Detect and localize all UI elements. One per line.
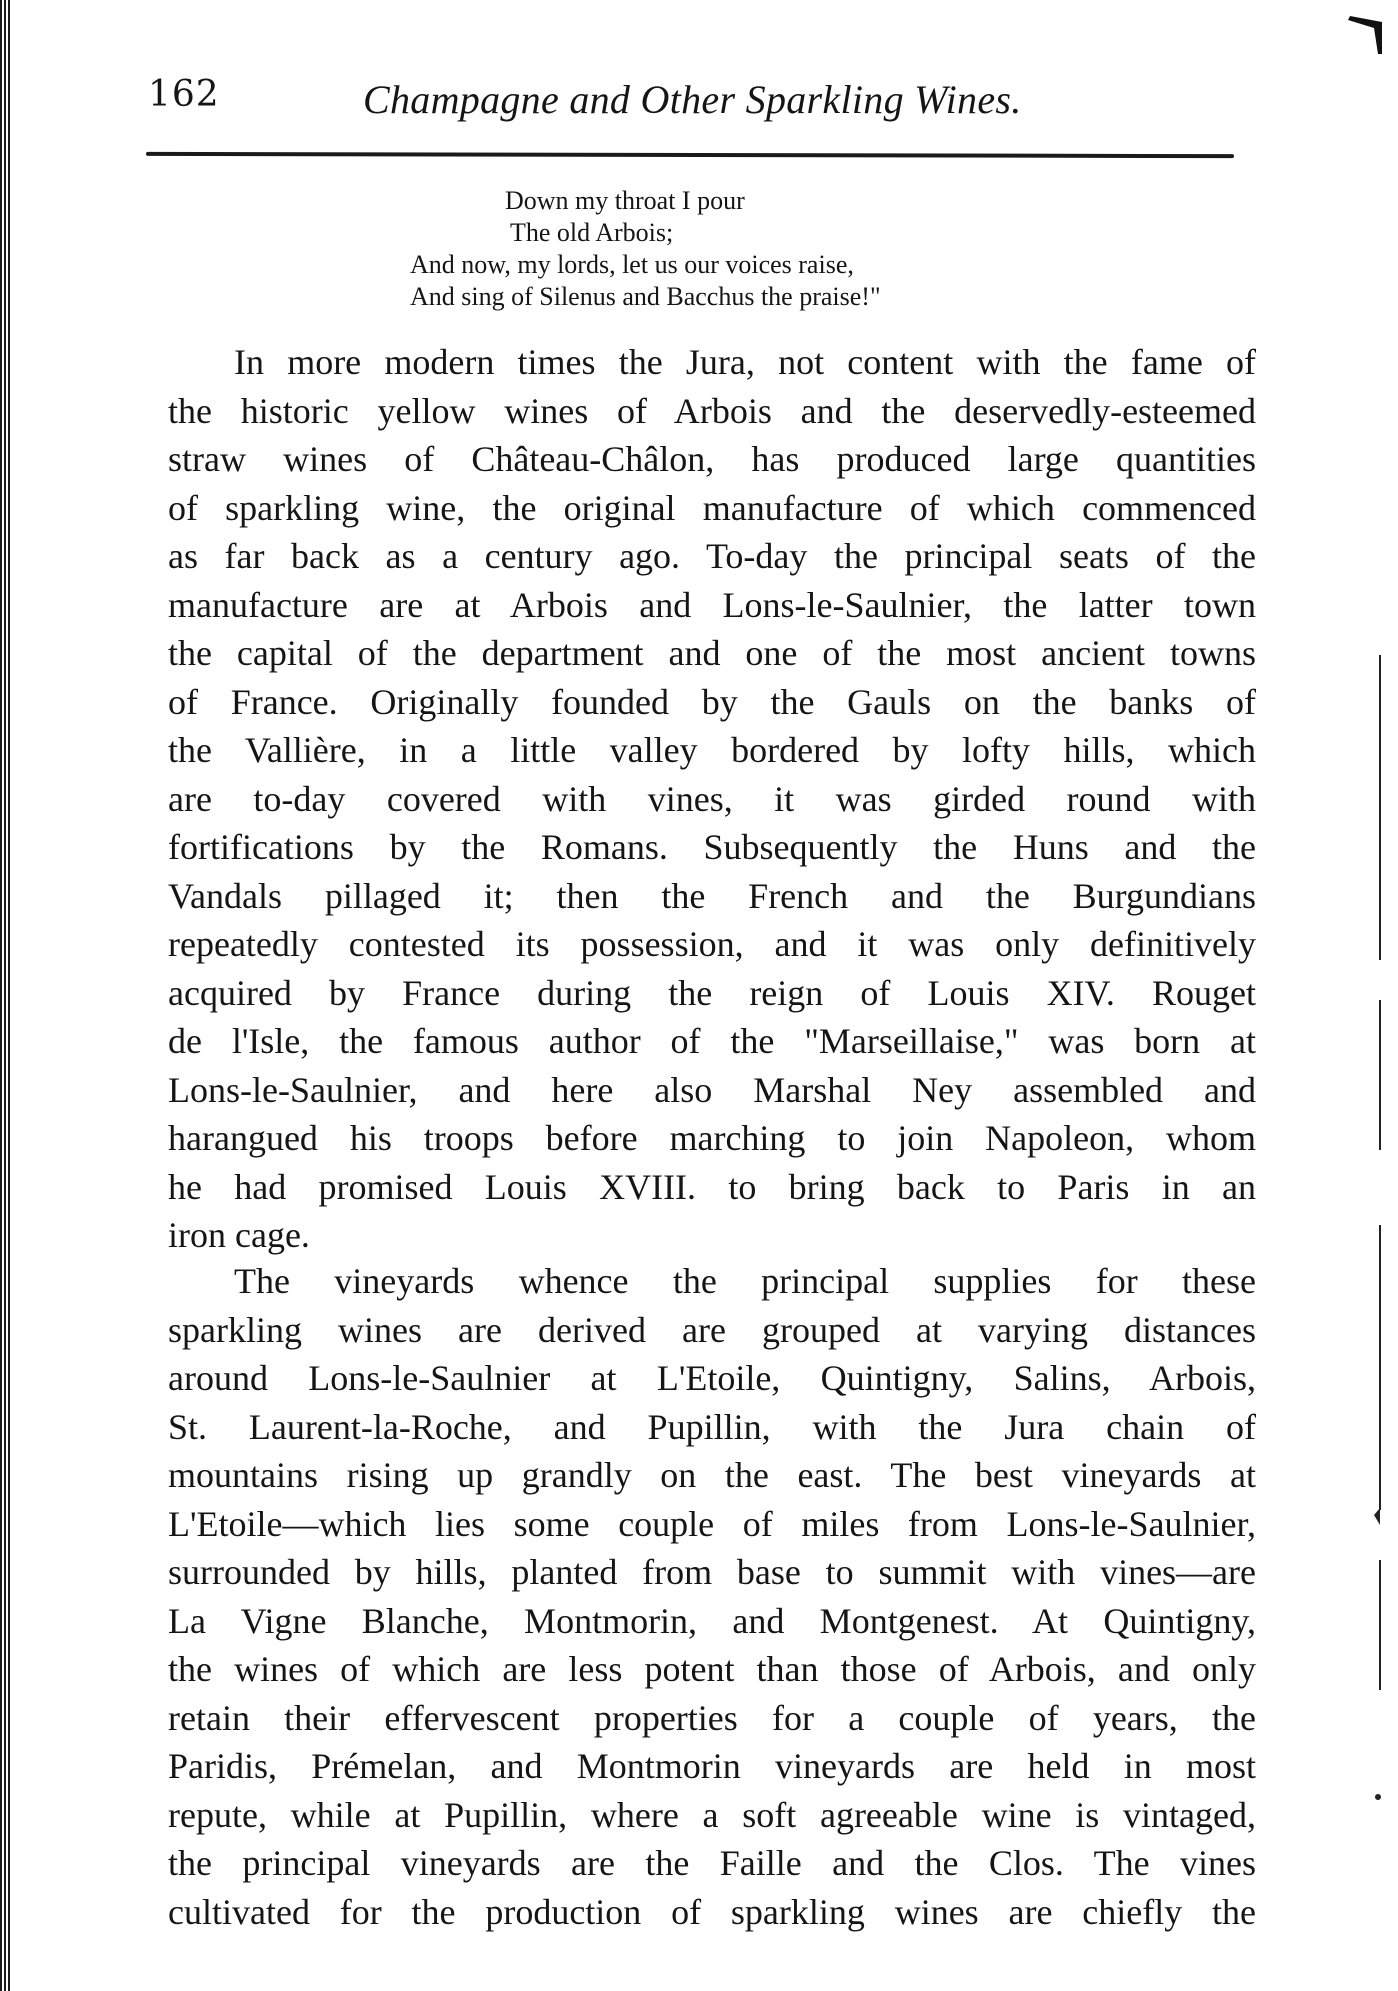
text-line: the wines of which are less potent than those of Arbois, and only [168, 1649, 1256, 1689]
text-line: sparkling wines are derived are grouped at varying distances [168, 1309, 1256, 1350]
text-line: L'Etoile—which lies some couple of miles from Lons-le-Saulnier, [168, 1503, 1256, 1544]
text-line: In more modern times the Jura, not content with the fame of [234, 342, 1256, 382]
text-line: Lons-le-Saulnier, and here also Marshal Ney assembled and [168, 1069, 1256, 1110]
text-line: surrounded by hills, planted from base to summit with vines—are [168, 1552, 1256, 1592]
text-line: cultivated for the production of sparkling wines are chiefly the [168, 1891, 1256, 1932]
page-binding-edge [0, 0, 12, 1991]
text-line: The vineyards whence the principal supplies for these [234, 1261, 1256, 1301]
text-line: straw wines of Château-Châlon, has produced large quantities [168, 439, 1256, 479]
text-line: mountains rising up grandly on the east. The best vineyards at [168, 1455, 1256, 1495]
text-line: de l'Isle, the famous author of the "Marseillaise," was born at [168, 1021, 1256, 1061]
page-number: 162 [148, 74, 220, 115]
text-line: are to-day covered with vines, it was girded round with [168, 778, 1256, 819]
text-line: he had promised Louis XVIII. to bring back to Paris in an [168, 1166, 1256, 1207]
verse-line: And sing of Silenus and Bacchus the praise!" [410, 282, 881, 311]
verse-line: And now, my lords, let us our voices raise, [410, 250, 854, 279]
running-title: Champagne and Other Sparkling Wines. [363, 77, 1022, 122]
text-line: the capital of the department and one of the most ancient towns [168, 633, 1256, 673]
margin-scan-marks [1358, 0, 1398, 1991]
text-line: iron cage. [168, 1215, 310, 1255]
text-line: as far back as a century ago. To-day the principal seats of the [168, 536, 1256, 576]
header-rule [146, 152, 1234, 158]
text-line: St. Laurent-la-Roche, and Pupillin, with the Jura chain of [168, 1406, 1256, 1447]
verse-quotation [410, 185, 881, 313]
text-line: the historic yellow wines of Arbois and the deservedly-esteemed [168, 390, 1256, 431]
text-line: of sparkling wine, the original manufacture of which commenced [168, 487, 1256, 528]
text-line: Vandals pillaged it; then the French and the Burgundians [168, 875, 1256, 916]
paragraph-jura-history [168, 338, 1256, 1260]
paragraph-vineyards [168, 1257, 1256, 1936]
text-line: manufacture are at Arbois and Lons-le-Saulnier, the latter town [168, 584, 1256, 625]
running-header [148, 70, 1248, 130]
text-line: La Vigne Blanche, Montmorin, and Montgenest. At Quintigny, [168, 1600, 1256, 1641]
text-line: harangued his troops before marching to join Napoleon, whom [168, 1118, 1256, 1158]
text-line: repute, while at Pupillin, where a soft agreeable wine is vintaged, [168, 1794, 1256, 1835]
text-line: the Vallière, in a little valley bordered by lofty hills, which [168, 730, 1256, 770]
text-line: fortifications by the Romans. Subsequently the Huns and the [168, 827, 1256, 867]
text-line: repeatedly contested its possession, and it was only definitively [168, 924, 1256, 964]
text-line: the principal vineyards are the Faille and the Clos. The vines [168, 1843, 1256, 1883]
text-line: retain their effervescent properties for a couple of years, the [168, 1697, 1256, 1738]
text-line: around Lons-le-Saulnier at L'Etoile, Quintigny, Salins, Arbois, [168, 1358, 1256, 1398]
text-line: acquired by France during the reign of Louis XIV. Rouget [168, 972, 1256, 1013]
text-line: of France. Originally founded by the Gauls on the banks of [168, 681, 1256, 722]
text-line: Paridis, Prémelan, and Montmorin vineyards are held in most [168, 1746, 1256, 1786]
verse-line: Down my throat I pour [505, 186, 745, 215]
verse-line: The old Arbois; [510, 218, 674, 247]
